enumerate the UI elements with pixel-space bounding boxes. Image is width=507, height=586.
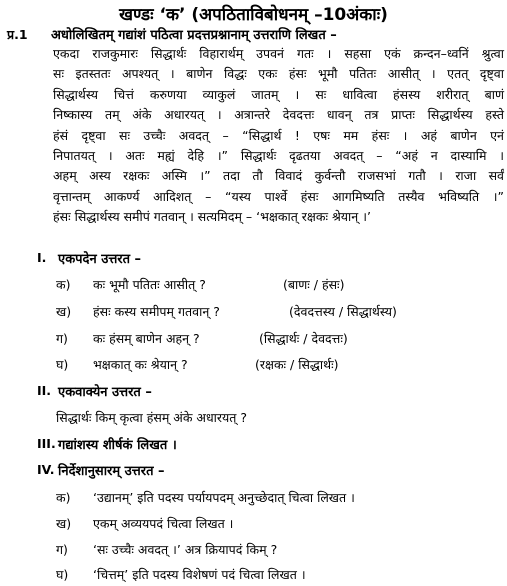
passage-line: सः इतस्ततः अपश्यत् । बाणेन विद्धः एकः हंसः भूमौ पतितः आसीत् । एतत् दृष्ट्वा (53, 66, 504, 82)
passage-line: निष्कास्य तम् अंके अधारयत् । अत्रान्तरे देवदत्तः धावन् तत्र प्राप्तः सिद्धार्थस्य हस्ते (53, 107, 504, 123)
item-label: ग) (56, 331, 68, 346)
item-question: कः भूमौ पतितः आसीत् ? (93, 277, 206, 292)
passage-line: हंसः सिद्धार्थस्य समीपं गतवान् । सत्यमिदम् – ‘भक्षकात् रक्षकः श्रेयान् ।’ (53, 209, 371, 225)
section-number: I. (37, 250, 47, 265)
section-heading: निर्देशानुसारम् उत्तरत – (58, 464, 165, 479)
item-label: क) (56, 490, 71, 505)
item-label: क) (56, 277, 71, 292)
item-question: सिद्धार्थः किम् कृत्वा हंसम् अंके अधारयत् ? (56, 410, 247, 425)
section-number: III. (37, 436, 56, 451)
passage-line: एकदा राजकुमारः सिद्धार्थः विहारार्थम् उपवनं गतः । सहसा एकं क्रन्दन–ध्वनिं श्रुत्वा (53, 46, 504, 61)
section-number: IV. (37, 462, 55, 477)
passage-line: अहम् अस्य रक्षकः अस्मि ।” तदा तौ विवादं कुर्वन्तौ राजसभां गतौ । राजा सर्वं (53, 168, 504, 184)
item-question: एकम् अव्ययपदं चित्वा लिखत । (93, 516, 234, 531)
item-options: (सिद्धार्थः / देवदत्तः) (259, 331, 348, 346)
section-heading: गद्यांशस्य शीर्षकं लिखत । (58, 438, 177, 453)
item-label: ख) (56, 516, 72, 531)
item-question: ‘चित्तम्’ इति पदस्य विशेषणं पदं चित्वा लिखत । (93, 567, 306, 582)
item-options: (रक्षकः / सिद्धार्थः) (255, 357, 339, 372)
passage-line: हंसं दृष्ट्वा सः उच्चैः अवदत् – “सिद्धार्थ ! एषः मम हंसः । अहं बाणेन एनं (53, 127, 504, 143)
item-label: ग) (56, 542, 68, 557)
section-number: II. (37, 383, 52, 398)
item-label: घ) (56, 567, 69, 582)
question-instruction: अधोलिखितम् गद्यांशं पठित्वा प्रदत्तप्रश्नानाम् उत्तराणि लिखत – (51, 28, 337, 43)
passage-line: निपातयत् । अतः मह्यं देहि ।” सिद्धार्थः दृढतया अवदत् – “अहं न दास्यामि । (53, 147, 504, 163)
item-label: घ) (56, 357, 69, 372)
item-question: भक्षकात् कः श्रेयान् ? (93, 357, 188, 372)
item-question: कः हंसम् बाणेन अहन् ? (93, 331, 200, 346)
item-question: ‘सः उच्चैः अवदत् ।’ अत्र क्रियापदं किम् ? (93, 542, 278, 557)
section-heading: एकवाक्येन उत्तरत – (58, 385, 152, 400)
item-question: ‘उद्यानम्’ इति पदस्य पर्यायपदम् अनुच्छेदात् चित्वा लिखत । (93, 490, 355, 505)
passage (53, 44, 504, 228)
section-title: खण्डः ‘क’ (अपठिताविबोधनम् –10अंकाः) (119, 5, 388, 25)
passage-line: सिद्धार्थस्य चित्तं करुणया व्याकुलं जातम् । सः धावित्वा हंसस्य शरीरात् बाणं (53, 86, 504, 102)
item-options: (बाणः / हंसः) (283, 277, 345, 292)
item-options: (देवदत्तस्य / सिद्धार्थस्य) (289, 304, 397, 319)
item-label: ख) (56, 304, 72, 319)
passage-line: वृत्तान्तम् आकर्ण्य आदिशत् – “यस्य पार्श्वे हंसः आगमिष्यति तस्यैव भविष्यति ।” (53, 188, 504, 204)
section-heading: एकपदेन उत्तरत – (58, 252, 142, 267)
item-question: हंसः कस्य समीपम् गतवान् ? (93, 304, 220, 319)
question-number: प्र.1 (7, 27, 28, 42)
